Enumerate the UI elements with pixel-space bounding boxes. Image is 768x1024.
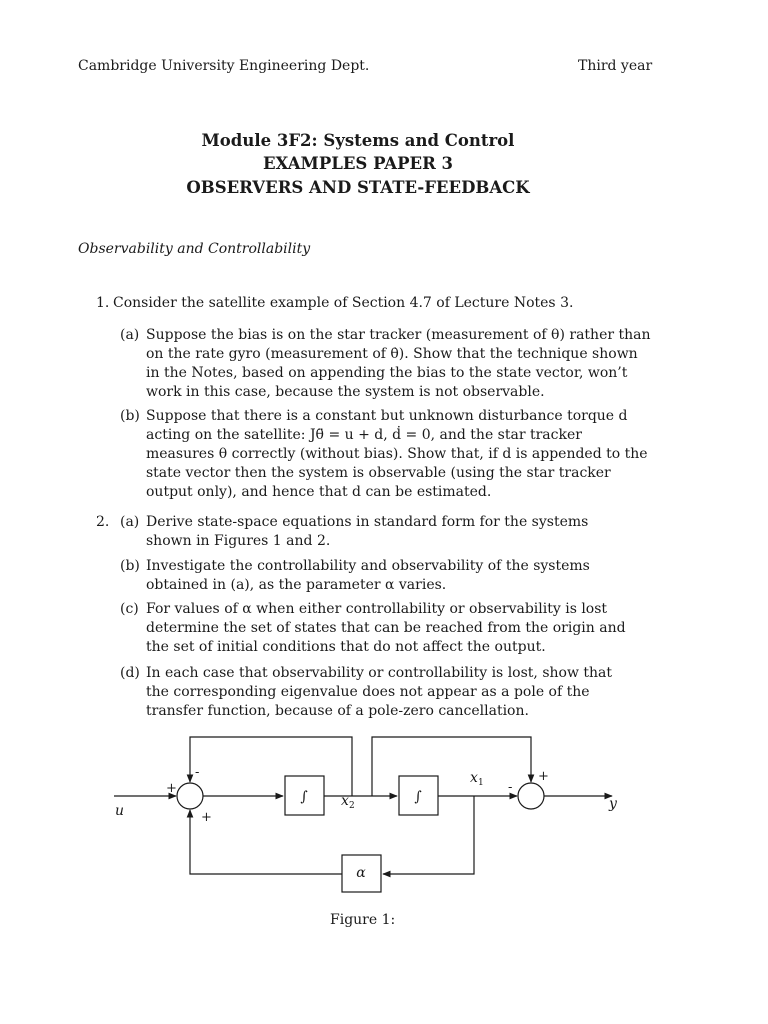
q2b-text: Investigate the controllability and observability of the systems obtained in (a), as the parameter α varies. [146, 558, 590, 593]
q1-intro: Consider the satellite example of Section 4.7 of Lecture Notes 3. [113, 295, 574, 311]
alpha-block [342, 855, 381, 892]
q2a-label: (a) [120, 514, 140, 530]
summing-junction-2 [518, 783, 544, 809]
label-x1-subscript: 1 [478, 778, 484, 788]
label-x2: x [341, 793, 349, 809]
integrator-symbol-2: ∫ [414, 789, 422, 805]
label-u: u [115, 803, 125, 819]
q2d-text: In each case that observability or controllability is lost, show that the corresponding eigenvalue does not appear as a pole of the transfer function, because of a pole-zero cancellation. [146, 665, 612, 719]
integrator-symbol-1: ∫ [300, 789, 308, 805]
page-topic: OBSERVERS AND STATE-FEEDBACK [186, 178, 530, 197]
q1a-label: (a) [120, 327, 140, 343]
sum2-sign-left: - [508, 780, 513, 795]
q2-number: 2. [96, 514, 110, 530]
figure-caption: Figure 1: [330, 912, 396, 928]
page-title: Module 3F2: Systems and Control [201, 131, 515, 150]
page-subtitle: EXAMPLES PAPER 3 [262, 154, 454, 173]
sum1-sign-bottom: + [201, 810, 212, 825]
wire-x1-alpha [383, 796, 474, 874]
q2c-text: For values of α when either controllability or observability is lost determine the set of states that can be reached from the origin and the set of initial conditions that do not affect the output. [146, 601, 626, 655]
q2a-text: Derive state-space equations in standard form for the systems shown in Figures 1 and 2. [146, 514, 589, 549]
q1-number: 1. [96, 295, 110, 311]
label-y: y [609, 796, 617, 812]
summing-junction-1 [177, 783, 203, 809]
integrator-block-2 [399, 776, 438, 815]
header-left: Cambridge University Engineering Dept. [78, 58, 370, 74]
section-heading: Observability and Controllability [78, 241, 311, 257]
q2c-label: (c) [120, 601, 139, 617]
wire-alpha-sum1 [190, 810, 342, 874]
integrator-block-1 [285, 776, 324, 815]
wire-feedforward-x2 [372, 737, 531, 796]
label-x2-subscript: 2 [349, 801, 355, 811]
label-x1: x [470, 770, 478, 786]
q2d-label: (d) [120, 665, 140, 681]
q1a-text: Suppose the bias is on the star tracker (measurement of θ) rather than on the rate gyro (measurement of θ̇). Show that the technique shown in the Notes, based on appending the bias to the state vector, won’t work in this case, because the system is not observable. [146, 327, 651, 400]
q1b-text: Suppose that there is a constant but unknown disturbance torque d acting on the satellite: Jθ̈ = u + d, ḋ = 0, and the star tracker measures θ correctly (without bias). Show that, if d is appended to the state vector then the system is observable (using the star tracker output only), and hence that d can be estimated. [146, 408, 648, 500]
alpha-symbol: α [356, 865, 366, 881]
sum2-sign-top: + [538, 769, 549, 784]
header-right: Third year [578, 58, 653, 74]
wire-feedback-x2 [190, 737, 352, 796]
sum1-sign-top: - [195, 765, 200, 780]
sum1-sign-left: + [166, 781, 177, 796]
q2b-label: (b) [120, 558, 140, 574]
q1b-label: (b) [120, 408, 140, 424]
